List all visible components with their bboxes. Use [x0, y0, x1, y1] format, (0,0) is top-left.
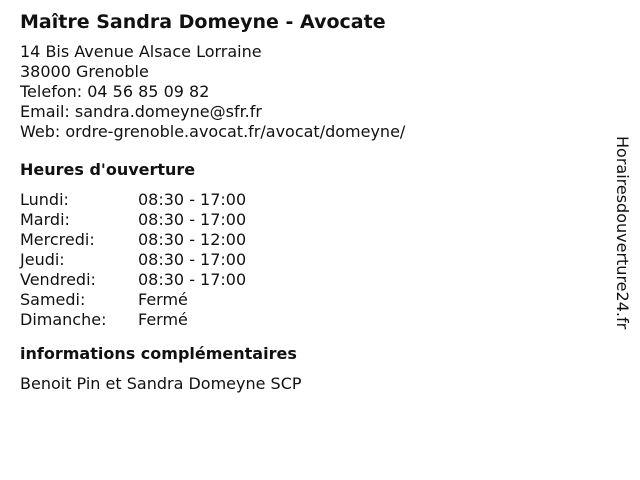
hours-time-value: 08:30 - 17:00	[138, 210, 247, 229]
hours-row-monday	[20, 190, 600, 210]
hours-time-value: Fermé	[138, 310, 188, 329]
hours-time-value: Fermé	[138, 290, 188, 309]
email-line: Email: sandra.domeyne@sfr.fr	[20, 102, 262, 121]
hours-day-label: Vendredi:	[20, 270, 96, 289]
address-line-1: 14 Bis Avenue Alsace Lorraine	[20, 42, 262, 61]
hours-row-tuesday	[20, 210, 600, 230]
additional-info-heading: informations complémentaires	[20, 344, 297, 363]
business-title: Maître Sandra Domeyne - Avocate	[20, 11, 386, 33]
hours-row-friday	[20, 270, 600, 290]
hours-row-sunday	[20, 310, 600, 330]
hours-time-value: 08:30 - 17:00	[138, 270, 247, 289]
web-line: Web: ordre-grenoble.avocat.fr/avocat/domeyne/	[20, 122, 406, 141]
hours-time-value: 08:30 - 12:00	[138, 230, 247, 249]
hours-time-value: 08:30 - 17:00	[138, 250, 247, 269]
contact-block	[20, 42, 600, 142]
hours-day-label: Lundi:	[20, 190, 69, 209]
phone-line: Telefon: 04 56 85 09 82	[20, 82, 210, 101]
hours-day-label: Samedi:	[20, 290, 86, 309]
hours-row-saturday	[20, 290, 600, 310]
hours-row-wednesday	[20, 230, 600, 250]
site-brand-watermark: Horairesdouverture24.fr	[613, 136, 632, 330]
hours-time-value: 08:30 - 17:00	[138, 190, 247, 209]
address-line-2: 38000 Grenoble	[20, 62, 149, 81]
hours-row-thursday	[20, 250, 600, 270]
hours-day-label: Dimanche:	[20, 310, 107, 329]
hours-day-label: Mardi:	[20, 210, 70, 229]
opening-hours-table	[20, 190, 600, 330]
business-card	[20, 10, 600, 394]
additional-info-text: Benoit Pin et Sandra Domeyne SCP	[20, 374, 302, 393]
hours-day-label: Mercredi:	[20, 230, 95, 249]
hours-day-label: Jeudi:	[20, 250, 65, 269]
opening-hours-heading: Heures d'ouverture	[20, 160, 196, 179]
